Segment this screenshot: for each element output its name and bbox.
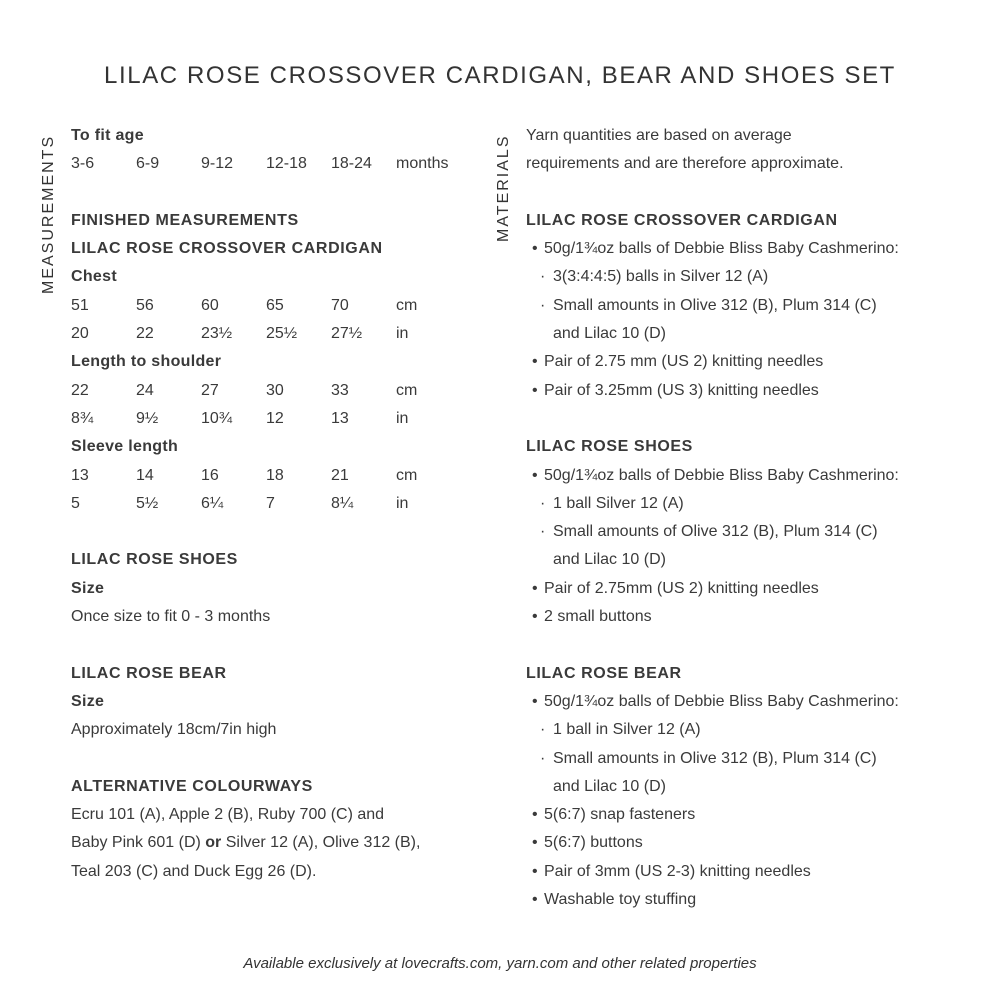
value-cell: 51 (71, 296, 89, 314)
list-item: • 50g/1¾oz balls of Debbie Bliss Baby Cashmerino: (528, 235, 956, 263)
sleeve-cm-row (71, 462, 491, 490)
age-cell: 9-12 (201, 155, 234, 173)
bear-size-label: Size (71, 692, 105, 710)
value-cell: 9½ (136, 409, 159, 427)
value-cell: 65 (266, 296, 284, 314)
value-cell: 23½ (201, 325, 233, 343)
bear-heading: LILAC ROSE BEAR (71, 664, 227, 682)
materials-shoes-heading: LILAC ROSE SHOES (526, 438, 693, 456)
age-cell: 3-6 (71, 155, 95, 173)
materials-intro: Yarn quantities are based on average (526, 127, 792, 144)
length-in-row (71, 405, 491, 433)
value-cell: 16 (201, 466, 219, 484)
alt-colourways-line: Ecru 101 (A), Apple 2 (B), Ruby 700 (C) and (71, 806, 385, 824)
measurements-side-label: MEASUREMENTS (40, 134, 57, 294)
cardigan-heading: LILAC ROSE CROSSOVER CARDIGAN (71, 240, 383, 258)
age-cell: 12-18 (266, 155, 307, 173)
materials-column (526, 122, 956, 914)
sleeve-label: Sleeve length (71, 438, 179, 456)
list-subitem-continued: and Lilac 10 (D) (553, 551, 666, 569)
value-cell: 10¾ (201, 409, 233, 427)
alt-text: Silver 12 (A), Olive 312 (B), (221, 834, 421, 852)
value-cell: 14 (136, 466, 154, 484)
value-cell: 13 (331, 409, 349, 427)
value-cell: 7 (266, 494, 275, 512)
value-cell: 8¾ (71, 409, 94, 427)
alt-colourways-heading: ALTERNATIVE COLOURWAYS (71, 777, 313, 795)
chest-in-row (71, 320, 491, 348)
value-cell: 5 (71, 494, 80, 512)
value-cell: 21 (331, 466, 349, 484)
bear-size-text: Approximately 18cm/7in high (71, 721, 277, 739)
materials-intro: requirements and are therefore approximate. (526, 155, 844, 173)
list-item: • Pair of 2.75 mm (US 2) knitting needles (528, 348, 956, 376)
list-subitem: · Small amounts of Olive 312 (B), Plum 314 (C) (526, 518, 956, 546)
value-cell: 60 (201, 296, 219, 314)
age-unit: months (396, 155, 449, 173)
materials-side-label: MATERIALS (495, 134, 512, 242)
finished-measurements-heading: FINISHED MEASUREMENTS (71, 211, 299, 229)
list-item: • 2 small buttons (528, 603, 956, 631)
value-cell: 22 (136, 325, 154, 343)
list-item: • 5(6:7) snap fasteners (528, 801, 956, 829)
list-subitem: · 3(3:4:4:5) balls in Silver 12 (A) (526, 263, 956, 291)
length-cm-row (71, 377, 491, 405)
age-cell: 18-24 (331, 155, 372, 173)
unit-cell: in (396, 494, 409, 512)
value-cell: 27 (201, 381, 219, 399)
list-subitem: · 1 ball in Silver 12 (A) (526, 716, 956, 744)
list-item: • Pair of 2.75mm (US 2) knitting needles (528, 575, 956, 603)
value-cell: 12 (266, 409, 284, 427)
shoes-heading: LILAC ROSE SHOES (71, 551, 238, 569)
alt-colourways-line (71, 829, 491, 857)
value-cell: 25½ (266, 325, 298, 343)
value-cell: 20 (71, 325, 89, 343)
list-subitem-continued: and Lilac 10 (D) (553, 777, 666, 795)
list-subitem: · Small amounts in Olive 312 (B), Plum 314 (C) (526, 292, 956, 320)
unit-cell: cm (396, 296, 418, 314)
unit-cell: in (396, 409, 409, 427)
value-cell: 27½ (331, 325, 363, 343)
unit-cell: in (396, 325, 409, 343)
alt-or: or (205, 834, 222, 852)
list-item: • 50g/1¾oz balls of Debbie Bliss Baby Cashmerino: (528, 462, 956, 490)
age-cell: 6-9 (136, 155, 160, 173)
value-cell: 8¼ (331, 494, 354, 512)
length-label: Length to shoulder (71, 353, 222, 371)
list-item: • 5(6:7) buttons (528, 829, 956, 857)
list-item: • Washable toy stuffing (528, 886, 956, 914)
fit-age-label: To fit age (71, 127, 144, 144)
page-title: LILAC ROSE CROSSOVER CARDIGAN, BEAR AND SHOES SET (104, 62, 896, 89)
sleeve-in-row (71, 490, 491, 518)
ages-row (71, 150, 491, 178)
materials-cardigan-heading: LILAC ROSE CROSSOVER CARDIGAN (526, 211, 838, 229)
unit-cell: cm (396, 381, 418, 399)
value-cell: 22 (71, 381, 89, 399)
alt-colourways-line: Teal 203 (C) and Duck Egg 26 (D). (71, 862, 317, 880)
list-item: • 50g/1¾oz balls of Debbie Bliss Baby Cashmerino: (528, 688, 956, 716)
value-cell: 6¼ (201, 494, 224, 512)
unit-cell: cm (396, 466, 418, 484)
value-cell: 18 (266, 466, 284, 484)
value-cell: 24 (136, 381, 154, 399)
value-cell: 13 (71, 466, 89, 484)
value-cell: 70 (331, 296, 349, 314)
list-subitem: · Small amounts in Olive 312 (B), Plum 314 (C) (526, 745, 956, 773)
list-item: • Pair of 3.25mm (US 3) knitting needles (528, 377, 956, 405)
measurements-column (71, 122, 491, 886)
value-cell: 33 (331, 381, 349, 399)
materials-bear-heading: LILAC ROSE BEAR (526, 664, 682, 682)
alt-text: Baby Pink 601 (D) (71, 834, 206, 852)
list-subitem-continued: and Lilac 10 (D) (553, 325, 666, 343)
shoes-size-text: Once size to fit 0 - 3 months (71, 608, 271, 626)
value-cell: 56 (136, 296, 154, 314)
chest-label: Chest (71, 268, 117, 286)
value-cell: 30 (266, 381, 284, 399)
list-item: • Pair of 3mm (US 2-3) knitting needles (528, 858, 956, 886)
value-cell: 5½ (136, 494, 159, 512)
list-subitem: · 1 ball Silver 12 (A) (526, 490, 956, 518)
shoes-size-label: Size (71, 579, 105, 597)
chest-cm-row (71, 292, 491, 320)
footer-note: Available exclusively at lovecrafts.com, yarn.com and other related properties (243, 955, 757, 972)
